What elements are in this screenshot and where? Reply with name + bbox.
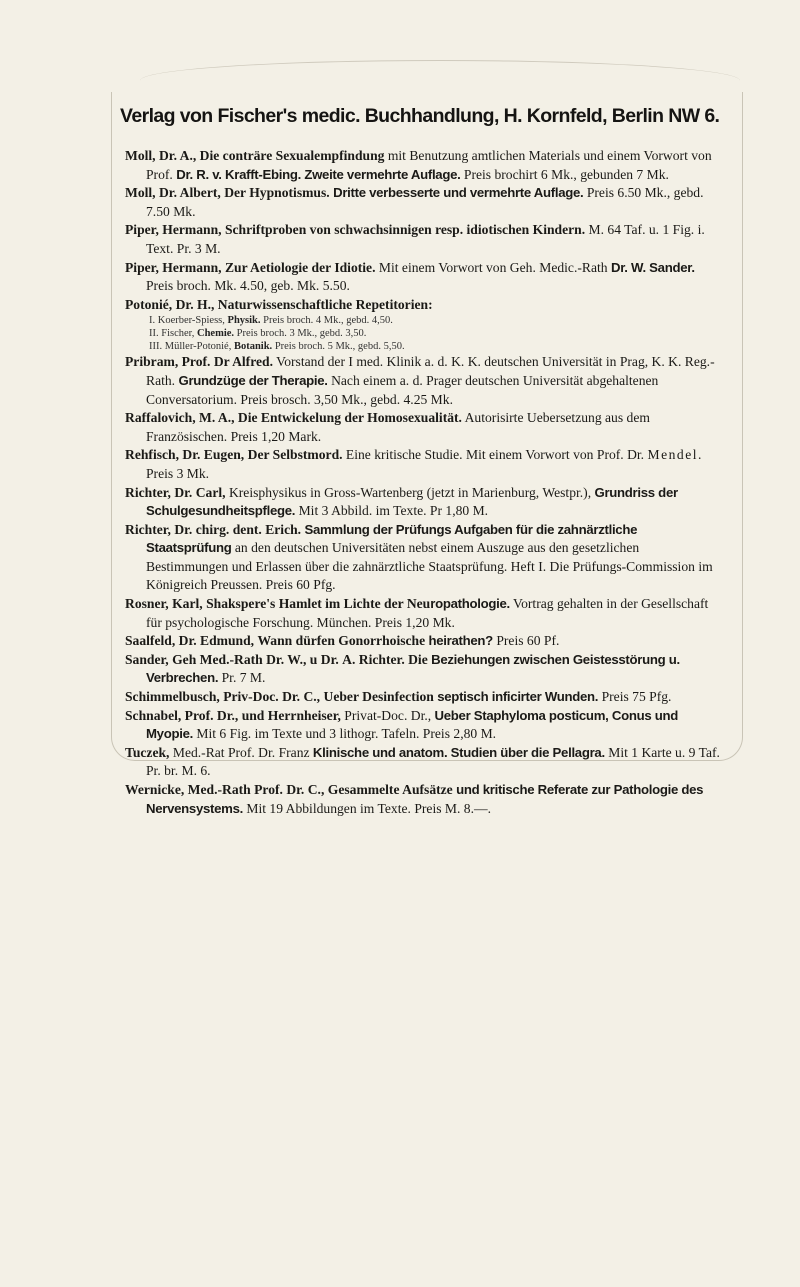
entry-author: Piper, Hermann, (125, 222, 222, 238)
catalog-entry (125, 259, 721, 296)
entry-title: Gesammelte Aufsätze (327, 782, 453, 797)
entry-bold-text: und kritische Referate zur Pathologie des Nervensystems. (146, 782, 704, 816)
entry-title: Die Entwickelung der Homosexualität. (237, 410, 462, 426)
catalog-entry (125, 632, 721, 651)
entry-bold-text: Ueber Staphyloma posticum, Conus und Myopie. (146, 707, 678, 742)
catalog-entry (125, 688, 721, 707)
entry-price: M. 64 Taf. u. 1 Fig. i. Text. Pr. 3 M. (146, 222, 705, 256)
entry-text: mit Benutzung amtlichen Materials und einem Vorwort von Prof. (146, 148, 712, 182)
entry-author: Piper, Hermann, (125, 259, 222, 275)
entry-price: an den deutschen Universitäten nebst einem Auszuge aus den gesetzlichen Bestimmungen und Erlassen über die zahnärztliche Staatsprüfung. Heft I. Die Prüfungs-Commission im Königreich Preussen. Preis 60 Pfg. (146, 540, 713, 593)
catalog-entry (125, 781, 721, 818)
entry-title: Naturwissenschaftliche Repetitorien: (217, 296, 433, 312)
entry-author: Tuczek, (125, 744, 170, 760)
catalog-entry (125, 296, 721, 315)
entry-author: Pribram, Prof. Dr Alfred. (125, 354, 273, 370)
publisher-header: Verlag von Fischer's medic. Buchhandlung, H. Kornfeld, Berlin NW 6. (120, 105, 720, 127)
catalog-entry (125, 744, 721, 781)
sub-item-author: II. Fischer, (149, 328, 197, 340)
catalog-entry (125, 184, 721, 221)
entry-author: Rosner, Karl, (125, 596, 203, 612)
entry-price: Preis 75 Pfg. (598, 689, 672, 705)
sub-item-price: Preis broch. 4 Mk., gebd. 4,50. (260, 315, 393, 327)
entry-title: Die conträre Sexualempfindung (199, 148, 385, 163)
entry-bold-text: ropathologie. (430, 596, 510, 612)
entry-title: Schriftproben von schwachsinnigen resp. idiotischen Kindern. (224, 222, 586, 238)
entry-title: Ueber Desinfection (323, 689, 434, 705)
entry-price: Pr. 7 M. (218, 670, 266, 686)
sub-item-subject: Physik. (227, 315, 261, 327)
entry-price: Vortrag gehalten in der Gesellschaft für psychologische Forschung. München. Preis 1,20 Mk. (146, 596, 709, 630)
catalog-entry (125, 595, 721, 632)
catalog-entry (125, 651, 721, 688)
entry-price: Nach einem a. d. Prager deutschen Universität abgehaltenen Conversatorium. Preis brosch. 3,50 Mk., gebd. 4.25 Mk. (146, 372, 659, 407)
entry-author: Moll, Dr. Albert, (125, 185, 221, 201)
entry-author: Raffalovich, M. A., (125, 410, 235, 426)
entry-price: Autorisirte Uebersetzung aus dem Französischen. Preis 1,20 Mark. (146, 410, 650, 444)
entry-price: Preis 6.50 Mk., gebd. 7.50 Mk. (146, 185, 704, 219)
entry-bold-text: Sammlung der Prüfungs Aufgaben für die zahnärztliche Staatsprüfung (146, 521, 638, 556)
entry-price: Mit 19 Abbildungen im Texte. Preis M. 8.—. (242, 800, 491, 816)
entry-title: Shakspere's Hamlet im Lichte der Neu (206, 596, 431, 612)
catalog-entry (125, 353, 721, 409)
entry-price: Mit 6 Fig. im Texte und 3 lithogr. Tafeln. Preis 2,80 M. (193, 726, 497, 742)
catalog-entry (125, 446, 721, 483)
entry-author: Wernicke, Med.-Rath Prof. Dr. C., (125, 782, 325, 797)
entry-author: Potonié, Dr. H., (125, 296, 215, 312)
entry-title: Herrnheiser, (267, 707, 341, 723)
repetitorium-item (125, 327, 721, 340)
sub-item-subject: Chemie. (196, 328, 235, 340)
entry-price: Preis 3 Mk. (146, 465, 210, 481)
entry-spaced-name: Mendel. (647, 447, 703, 463)
catalog-list (125, 147, 721, 818)
entry-bold-text: Dritte verbesserte und vermehrte Auflage. (333, 185, 584, 201)
entry-bold-text: septisch inficirter Wunden. (433, 689, 599, 705)
entry-title: Der Selbstmord. (247, 447, 343, 463)
catalog-entry (125, 409, 721, 446)
entry-author: Saalfeld, Dr. Edmund, (125, 633, 255, 649)
entry-text: Kreisphysikus in Gross-Wartenberg (jetzt in Marienburg, Westpr.), (225, 484, 595, 500)
catalog-entry (125, 707, 721, 744)
entry-price: Mit 3 Abbild. im Texte. Pr 1,80 M. (295, 503, 489, 519)
entry-bold-text: Beziehungen zwischen Geistesstörung u. Verbrechen. (146, 651, 680, 686)
entry-title: A. Richter. Die (342, 651, 428, 667)
entry-text: Mit einem Vorwort von Geh. Medic.-Rath (375, 259, 611, 275)
entry-author: Moll, Dr. A., (125, 148, 197, 163)
entry-text: Privat-Doc. Dr., (340, 707, 435, 723)
entry-author: Schnabel, Prof. Dr., und (125, 707, 265, 723)
entry-title: Zur Aetiologie der Idiotie. (224, 259, 376, 275)
entry-price: Preis brochirt 6 Mk., gebunden 7 Mk. (460, 166, 669, 182)
catalog-entry (125, 221, 721, 258)
sub-item-author: III. Müller-Potonié, (149, 341, 234, 353)
entry-title: Der Hypnotismus. (224, 185, 330, 201)
entry-text: Eine kritische Studie. Mit einem Vorwort von Prof. Dr. (342, 447, 648, 463)
sub-item-price: Preis broch. 5 Mk., gebd. 5,50. (272, 341, 405, 353)
entry-title: Wann dürfen Gonorrhoische (257, 633, 426, 649)
entry-text: Med.-Rat Prof. Dr. Franz (169, 744, 313, 760)
entry-author: Schimmelbusch, Priv-Doc. Dr. C., (125, 689, 321, 705)
entry-bold-text: Grundzüge der Therapie. (178, 372, 328, 388)
entry-author: Rehfisch, Dr. Eugen, (125, 447, 245, 463)
sub-item-author: I. Koerber-Spiess, (149, 315, 228, 327)
entry-price: Mit 1 Karte u. 9 Taf. Pr. br. M. 6. (146, 744, 720, 779)
entry-bold-text: Klinische und anatom. Studien über die Pellagra. (312, 744, 605, 760)
entry-author: Richter, Dr. chirg. dent. Erich. (125, 521, 302, 537)
sub-item-subject: Botanik. (233, 341, 273, 353)
entry-text: Vorstand der I med. Klinik a. d. K. K. deutschen Universität in Prag, K. K. Reg.-Rath. (146, 354, 715, 388)
entry-bold-text: Grundriss der Schulgesundheitspflege. (146, 484, 678, 519)
entry-price: Preis broch. Mk. 4.50, geb. Mk. 5.50. (146, 278, 350, 294)
catalog-entry (125, 521, 721, 595)
catalog-entry (125, 147, 721, 184)
repetitorium-item (125, 340, 721, 353)
entry-author: Richter, Dr. Carl, (125, 484, 226, 500)
entry-bold-text: heirathen? (425, 633, 493, 649)
entry-bold-text: Dr. W. Sander. (610, 259, 695, 275)
entry-price: Preis 60 Pf. (492, 633, 560, 649)
entry-author: Sander, Geh Med.-Rath Dr. W., u Dr. (125, 651, 339, 667)
catalog-entry (125, 484, 721, 521)
repetitorium-item (125, 314, 721, 327)
sub-item-price: Preis broch. 3 Mk., gebd. 3,50. (234, 328, 367, 340)
entry-bold-text: Dr. R. v. Krafft-Ebing. Zweite vermehrte Auflage. (176, 166, 461, 182)
